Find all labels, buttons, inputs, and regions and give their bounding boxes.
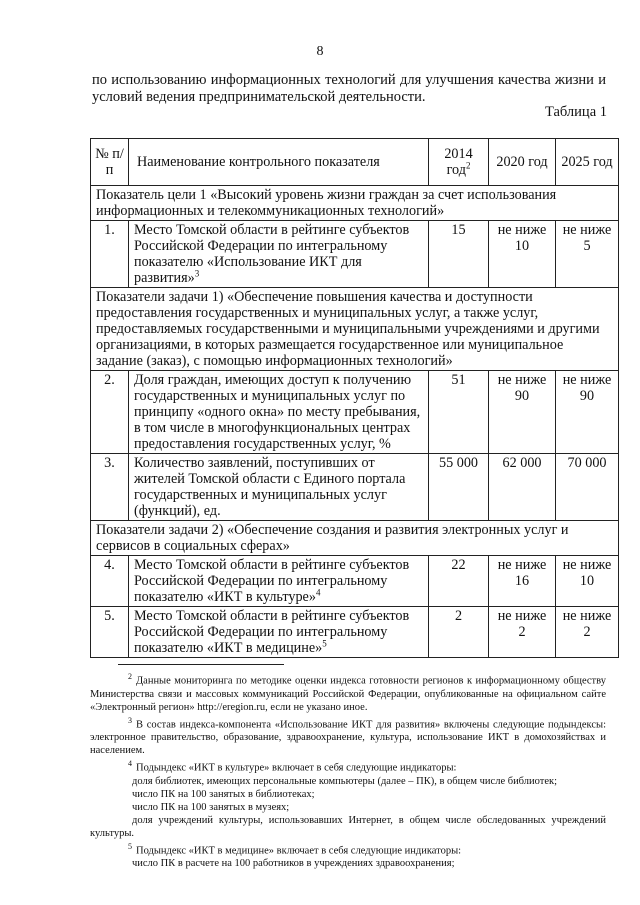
header-2014-label: 2014 год: [444, 146, 473, 178]
section-goal-1: Показатель цели 1 «Высокий уровень жизни граждан за счет использования информационных и телекоммуникационных технологий»: [91, 186, 619, 221]
row-2014: 22: [429, 556, 489, 607]
header-2020: 2020 год: [489, 139, 556, 186]
footnote-2: [90, 670, 606, 714]
footnote-4-item: доля библиотек, имеющих персональные компьютеры (далее – ПК), в общем числе библиотек;: [132, 775, 558, 787]
header-2025: 2025 год: [556, 139, 619, 186]
footnote-2-text: Данные мониторинга по методике оценки индекса готовности регионов к информационному обществу Министерства связи и массовых коммуникаций Российской Федерации, опубликованные на официальном сайте «Электронный регион» http://eregion.ru, если не указано иное.: [90, 675, 606, 713]
row-num: 2.: [91, 371, 129, 454]
footnote-5: [90, 840, 606, 858]
header-2014: [429, 139, 489, 186]
row-2014: 15: [429, 221, 489, 288]
section-row: [91, 186, 619, 221]
row-name: [129, 556, 429, 607]
indicators-table: [90, 138, 619, 658]
row-2014: 2: [429, 607, 489, 658]
footnote-separator: [118, 664, 284, 665]
row-2025: не ниже 2: [556, 607, 619, 658]
intro-paragraph: по использованию информационных технологий для улучшения качества жизни и условий ведения предпринимательской деятельности.: [92, 72, 606, 105]
row-num: 3.: [91, 454, 129, 521]
footnote-4: [90, 757, 606, 775]
row-2020: не ниже 2: [489, 607, 556, 658]
footnote-mark-5: 5: [322, 638, 327, 649]
footnote-4-item: число ПК на 100 занятых в музеях;: [132, 801, 290, 813]
footnote-4-mark: 4: [128, 759, 132, 768]
table-row: [91, 371, 619, 454]
row-name: [129, 607, 429, 658]
section-task-1: Показатели задачи 1) «Обеспечение повышения качества и доступности предоставления государственных и муниципальных услуг, а также услуг, предоставляемых государственными и муниципальными учреждениями и другими организациями, в которых размещается государственное или муниципальное задание (заказ), с помощью информационных технологий»: [91, 288, 619, 371]
section-task-2: Показатели задачи 2) «Обеспечение создания и развития электронных услуг и сервисов в социальных сферах»: [91, 521, 619, 556]
row-2020: не ниже 10: [489, 221, 556, 288]
section-row: [91, 288, 619, 371]
footnote-mark-4: 4: [315, 587, 321, 598]
footnote-5-text: Подындекс «ИКТ в медицине» включает в себя следующие индикаторы:: [136, 845, 462, 856]
row-name: Количество заявлений, поступивших от жителей Томской области с Единого портала государственных и муниципальных услуг (функций), ед.: [129, 454, 429, 521]
table-caption: Таблица 1: [544, 104, 607, 120]
row-2014: 55 000: [429, 454, 489, 521]
row-2020: 62 000: [489, 454, 556, 521]
row-2025: не ниже 5: [556, 221, 619, 288]
footnote-5-mark: 5: [128, 841, 132, 851]
footnote-4-text: Подындекс «ИКТ в культуре» включает в себя следующие индикаторы:: [136, 762, 457, 774]
footnote-3: [90, 714, 606, 758]
table-header-row: [91, 139, 619, 186]
footnote-mark-2: 2: [465, 160, 471, 171]
row-2025: не ниже 10: [556, 556, 619, 607]
row-2020: не ниже 16: [489, 556, 556, 607]
footnote-mark-3: 3: [194, 268, 200, 279]
page-number: 8: [316, 44, 324, 59]
footnotes: [90, 670, 606, 870]
row-2025: не ниже 90: [556, 371, 619, 454]
row-2014: 51: [429, 371, 489, 454]
table-row: [91, 454, 619, 521]
header-num: № п/п: [91, 139, 129, 186]
footnote-3-mark: 3: [128, 715, 132, 725]
footnote-4-item: доля учреждений культуры, использовавших Интернет, в общем числе обследованных учреждений культуры.: [90, 814, 606, 839]
row-name-text: Место Томской области в рейтинге субъектов Российской Федерации по интегральному показателю «Использование ИКТ для развития»: [134, 222, 410, 286]
footnote-4-item: число ПК на 100 занятых в библиотеках;: [132, 788, 315, 800]
row-name: Доля граждан, имеющих доступ к получению государственных и муниципальных услуг по принципу «одного окна» по месту пребывания, в том числе в многофункциональных центрах предоставления государственных услуг, %: [129, 371, 429, 454]
row-num: 5.: [91, 607, 129, 658]
row-num: 1.: [91, 221, 129, 288]
table-row: [91, 607, 619, 658]
section-row: [91, 521, 619, 556]
footnote-2-mark: 2: [128, 672, 132, 681]
row-name-text: Место Томской области в рейтинге субъектов Российской Федерации по интегральному показателю «ИКТ в культуре»: [134, 557, 410, 605]
row-name: [129, 221, 429, 288]
row-2020: не ниже 90: [489, 371, 556, 454]
table-row: [91, 221, 619, 288]
row-num: 4.: [91, 556, 129, 607]
footnote-5-item: число ПК в расчете на 100 работников в учреждениях здравоохранения;: [132, 858, 455, 869]
row-2025: 70 000: [556, 454, 619, 521]
footnote-3-text: В состав индекса-компонента «Использование ИКТ для развития» включены следующие подындексы: электронное правительство, образование, здравоохранение, культура, использование ИКТ в домохозяйствах и населением.: [90, 719, 606, 756]
row-name-text: Место Томской области в рейтинге субъектов Российской Федерации по интегральному показателю «ИКТ в медицине»: [134, 608, 410, 656]
table-row: [91, 556, 619, 607]
header-name: Наименование контрольного показателя: [129, 139, 429, 186]
